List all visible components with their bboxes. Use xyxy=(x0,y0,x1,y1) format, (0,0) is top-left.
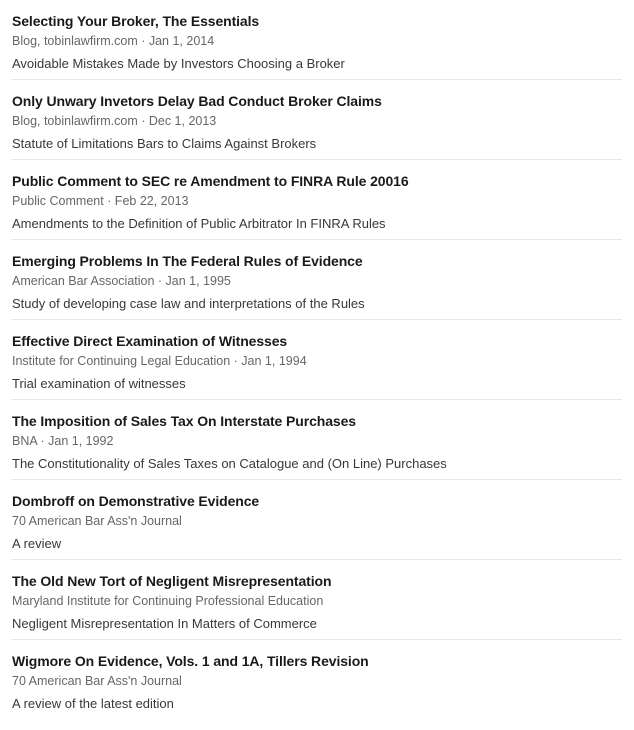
publication-item xyxy=(0,400,634,480)
publication-description: A review xyxy=(12,536,62,551)
publication-meta: Blog, tobinlawfirm.com · Dec 1, 2013 xyxy=(12,114,217,128)
publication-description: Avoidable Mistakes Made by Investors Choosing a Broker xyxy=(12,56,345,71)
publication-title: Public Comment to SEC re Amendment to FINRA Rule 20016 xyxy=(12,173,409,189)
publication-title: Effective Direct Examination of Witnesses xyxy=(12,333,288,349)
publication-description: Study of developing case law and interpretations of the Rules xyxy=(12,296,365,311)
publication-item xyxy=(0,320,634,400)
publication-title: Wigmore On Evidence, Vols. 1 and 1A, Tillers Revision xyxy=(12,653,369,669)
publication-item xyxy=(0,480,634,560)
publication-meta: BNA · Jan 1, 1992 xyxy=(12,434,114,448)
publication-description: Amendments to the Definition of Public Arbitrator In FINRA Rules xyxy=(12,216,386,231)
publication-description: Negligent Misrepresentation In Matters of Commerce xyxy=(12,616,317,631)
publication-description: Trial examination of witnesses xyxy=(12,376,186,391)
publication-description: A review of the latest edition xyxy=(12,696,174,711)
publication-item xyxy=(0,640,634,720)
publication-meta: 70 American Bar Ass'n Journal xyxy=(12,514,182,528)
publication-meta: Maryland Institute for Continuing Professional Education xyxy=(12,594,324,608)
publication-item xyxy=(0,240,634,320)
publication-title: Emerging Problems In The Federal Rules of Evidence xyxy=(12,253,363,269)
publication-title: The Old New Tort of Negligent Misrepresentation xyxy=(12,573,332,589)
publication-item xyxy=(0,160,634,240)
publication-meta: American Bar Association · Jan 1, 1995 xyxy=(12,274,231,288)
publication-description: Statute of Limitations Bars to Claims Against Brokers xyxy=(12,136,317,151)
publication-title: Selecting Your Broker, The Essentials xyxy=(12,13,260,29)
publication-title: The Imposition of Sales Tax On Interstate Purchases xyxy=(12,413,356,429)
publication-meta: Blog, tobinlawfirm.com · Jan 1, 2014 xyxy=(12,34,215,48)
publication-item xyxy=(0,0,634,80)
publication-title: Dombroff on Demonstrative Evidence xyxy=(12,493,260,509)
publication-meta: Institute for Continuing Legal Education · Jan 1, 1994 xyxy=(12,354,307,368)
publication-meta: Public Comment · Feb 22, 2013 xyxy=(12,194,189,208)
publication-meta: 70 American Bar Ass'n Journal xyxy=(12,674,182,688)
publication-item xyxy=(0,80,634,160)
publication-description: The Constitutionality of Sales Taxes on Catalogue and (On Line) Purchases xyxy=(12,456,447,471)
publication-item xyxy=(0,560,634,640)
publication-title: Only Unwary Invetors Delay Bad Conduct Broker Claims xyxy=(12,93,382,109)
